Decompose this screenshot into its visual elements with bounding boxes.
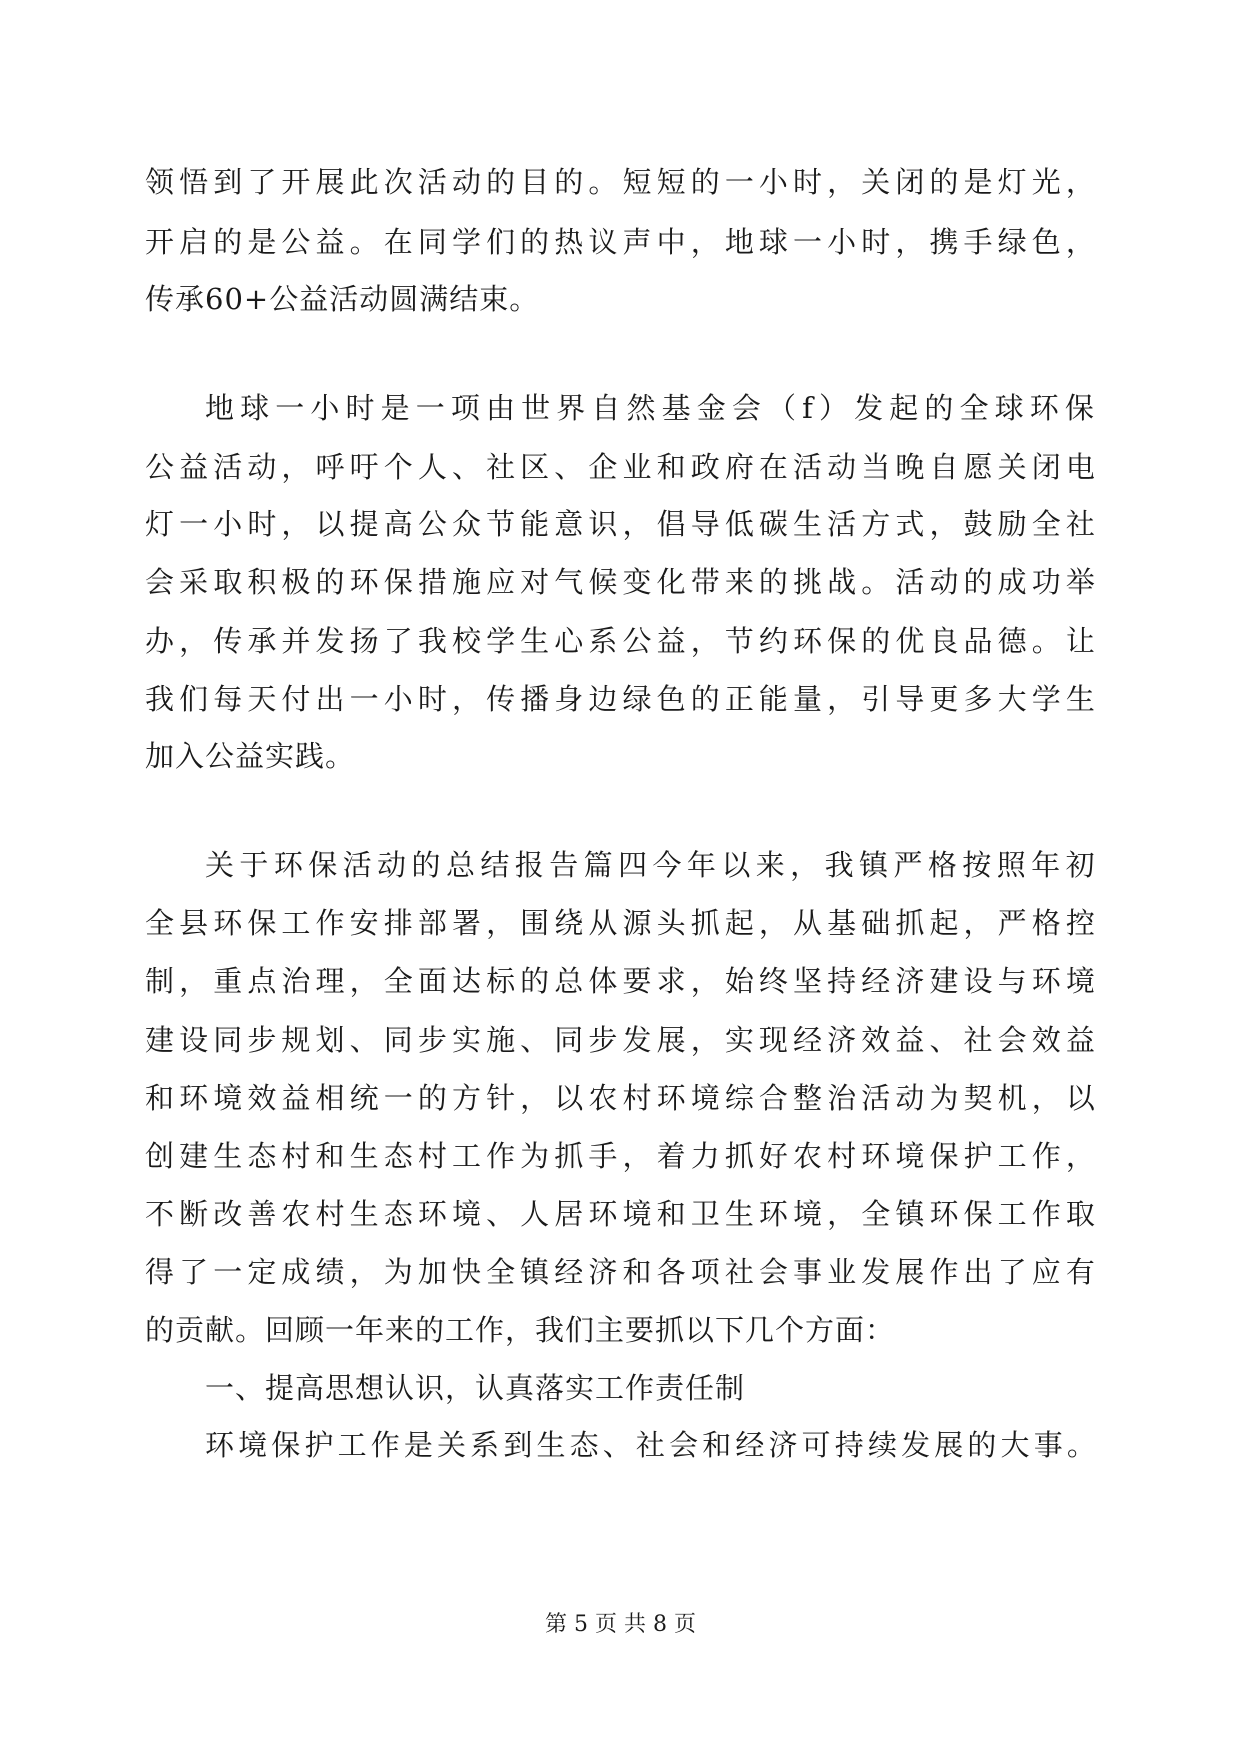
- text-line: 灯一小时，以提高公众节能意识，倡导低碳生活方式，鼓励全社: [145, 507, 1100, 541]
- text-line: 和环境效益相统一的方针，以农村环境综合整治活动为契机，以: [145, 1081, 1100, 1115]
- text-line: 我们每天付出一小时，传播身边绿色的正能量，引导更多大学生: [145, 682, 1100, 716]
- text-line: 开启的是公益。在同学们的热议声中，地球一小时，携手绿色，: [145, 225, 1100, 259]
- text-line: 公益活动，呼吁个人、社区、企业和政府在活动当晚自愿关闭电: [145, 450, 1100, 484]
- text-line: 不断改善农村生态环境、人居环境和卫生环境，全镇环保工作取: [145, 1197, 1100, 1231]
- text-line: 制，重点治理，全面达标的总体要求，始终坚持经济建设与环境: [145, 964, 1100, 998]
- text-line: 环境保护工作是关系到生态、社会和经济可持续发展的大事。: [205, 1428, 1100, 1462]
- text-line: 地球一小时是一项由世界自然基金会（f）发起的全球环保: [205, 391, 1100, 425]
- text-line: 建设同步规划、同步实施、同步发展，实现经济效益、社会效益: [145, 1023, 1100, 1057]
- text-line: 传承60+公益活动圆满结束。: [145, 282, 540, 316]
- text-line: 的贡献。回顾一年来的工作，我们主要抓以下几个方面：: [145, 1313, 896, 1347]
- text-line: 会采取积极的环保措施应对气候变化带来的挑战。活动的成功举: [145, 565, 1100, 599]
- text-line: 全县环保工作安排部署，围绕从源头抓起，从基础抓起，严格控: [145, 906, 1100, 940]
- text-line: 关于环保活动的总结报告篇四今年以来，我镇严格按照年初: [205, 848, 1100, 882]
- text-line: 一、提高思想认识，认真落实工作责任制: [205, 1371, 746, 1405]
- text-line: 加入公益实践。: [145, 739, 356, 773]
- text-line: 得了一定成绩，为加快全镇经济和各项社会事业发展作出了应有: [145, 1255, 1100, 1289]
- page-number-footer: 第 5 页 共 8 页: [545, 1612, 696, 1637]
- text-line: 创建生态村和生态村工作为抓手，着力抓好农村环境保护工作，: [145, 1139, 1100, 1173]
- text-line: 办，传承并发扬了我校学生心系公益，节约环保的优良品德。让: [145, 624, 1100, 658]
- text-line: 领悟到了开展此次活动的目的。短短的一小时，关闭的是灯光，: [145, 165, 1100, 199]
